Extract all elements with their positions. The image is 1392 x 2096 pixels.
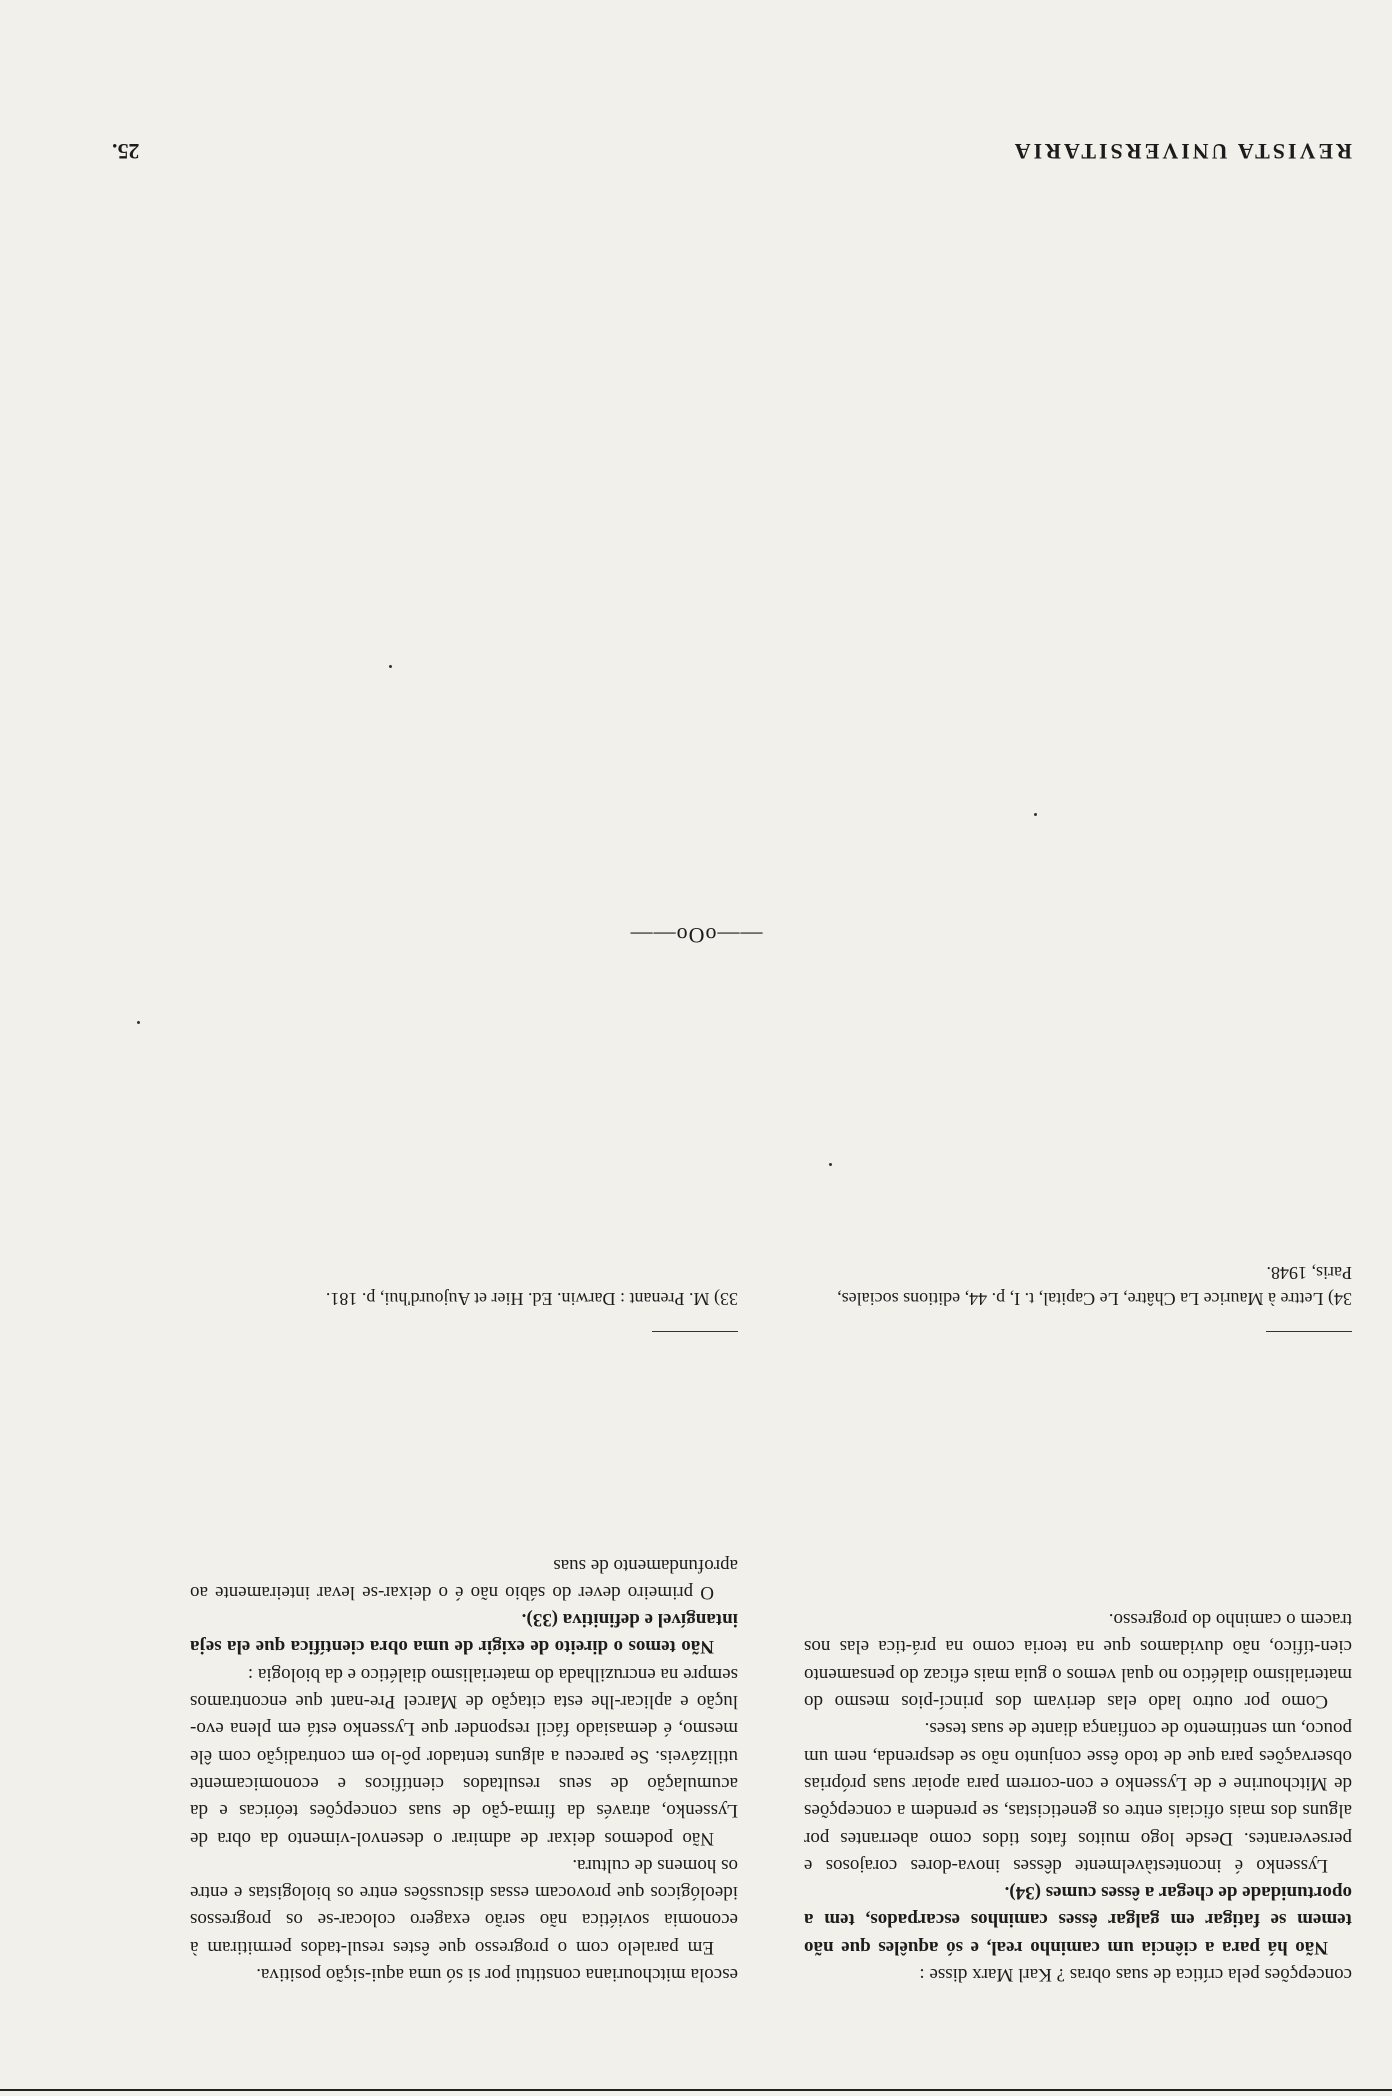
footnote-rule [652, 1331, 738, 1332]
footnote-rule [1266, 1331, 1352, 1332]
paragraph: Em paralelo com o progresso que êstes resul-tados permitiram à economia soviética não serão exagero colocar-se os progressos ideológicos que provocam essas discussões entre os biologistas e entre os homens de cultura. [190, 1854, 738, 1958]
footnote-34: 34) Lettre à Maurice La Châtre, Le Capital, t. I, p. 44, editions sociales, Paris, 1948. [837, 1263, 1352, 1309]
footnote-33: 33) M. Prenant : Darwin. Ed. Hier et Aujourd'hui, p. 181. [325, 1289, 738, 1309]
running-head [112, 138, 1352, 164]
paragraph: Lyssenko é incontestàvelmente dêsses inova-dores corajosos e perseverantes. Desde logo muitos fatos tidos como aberrantes por alguns dos mais oficiais entre os geneticistas, se prendem a concepções de Mitchourine e de Lyssenko e con-correm para apoiar suas próprias observações para que de todo êsse conjunto não se desprenda, nem um pouco, um sentimento de confiança diante de suas teses. [804, 1718, 1352, 1876]
paragraph: escola mitchouriana constitui por si só uma aqui-sição positiva. [256, 1964, 738, 1985]
scan-edge-line [0, 2089, 1392, 2091]
left-column [190, 1551, 738, 1988]
journal-title: REVISTA UNIVERSITARIA [1011, 139, 1352, 164]
paragraph: Não podemos deixar de admirar o desenvol-vimento da obra de Lyssenko, através da firma-ção de suas concepções teóricas e da acumulação de seus resultados científicos e economicamente utilizáveis. Se pareceu a alguns tentador pô-lo em contradição com êle mesmo, é demasiado fácil responder que Lyssenko está em plena evo-lução e aplicar-lhe esta citação de Marcel Pre-nant que encontramos sempre na encruzilhada do materialismo dialético e da biologia : [190, 1663, 738, 1849]
scan-speck [389, 665, 392, 668]
right-column [804, 1606, 1352, 1988]
scan-speck [137, 1021, 140, 1024]
section-separator: ——oOo—— [629, 923, 763, 948]
page-number: 25. [112, 139, 140, 164]
paragraph: Como por outro lado elas derivam dos princí-pios mesmo do materialismo dialético no qual vemos o guia mais eficaz do pensamento cien-tífico, não duvidamos que na teoria como na prá-tica elas nos tracem o caminho do progresso. [804, 1609, 1352, 1713]
bold-quote: Não temos o direito de exigir de uma obra científica que ela seja intangível e definitiva (33). [190, 1609, 738, 1658]
paragraph: concepções pela crítica de suas obras ? Karl Marx disse : [919, 1964, 1352, 1985]
paragraph: O primeiro dever do sábio não é o deixar-se levar inteiramente ao aprofundamento de suas [190, 1554, 738, 1603]
scan-speck [1034, 813, 1037, 816]
scan-speck [829, 1163, 832, 1166]
bold-quote: Não há para a ciência um caminho real, e só aquêles que não temem se fatigar em galgar êsses caminhos escarpados, tem a oportunidade de chegar a êsses cumes (34). [804, 1882, 1352, 1958]
